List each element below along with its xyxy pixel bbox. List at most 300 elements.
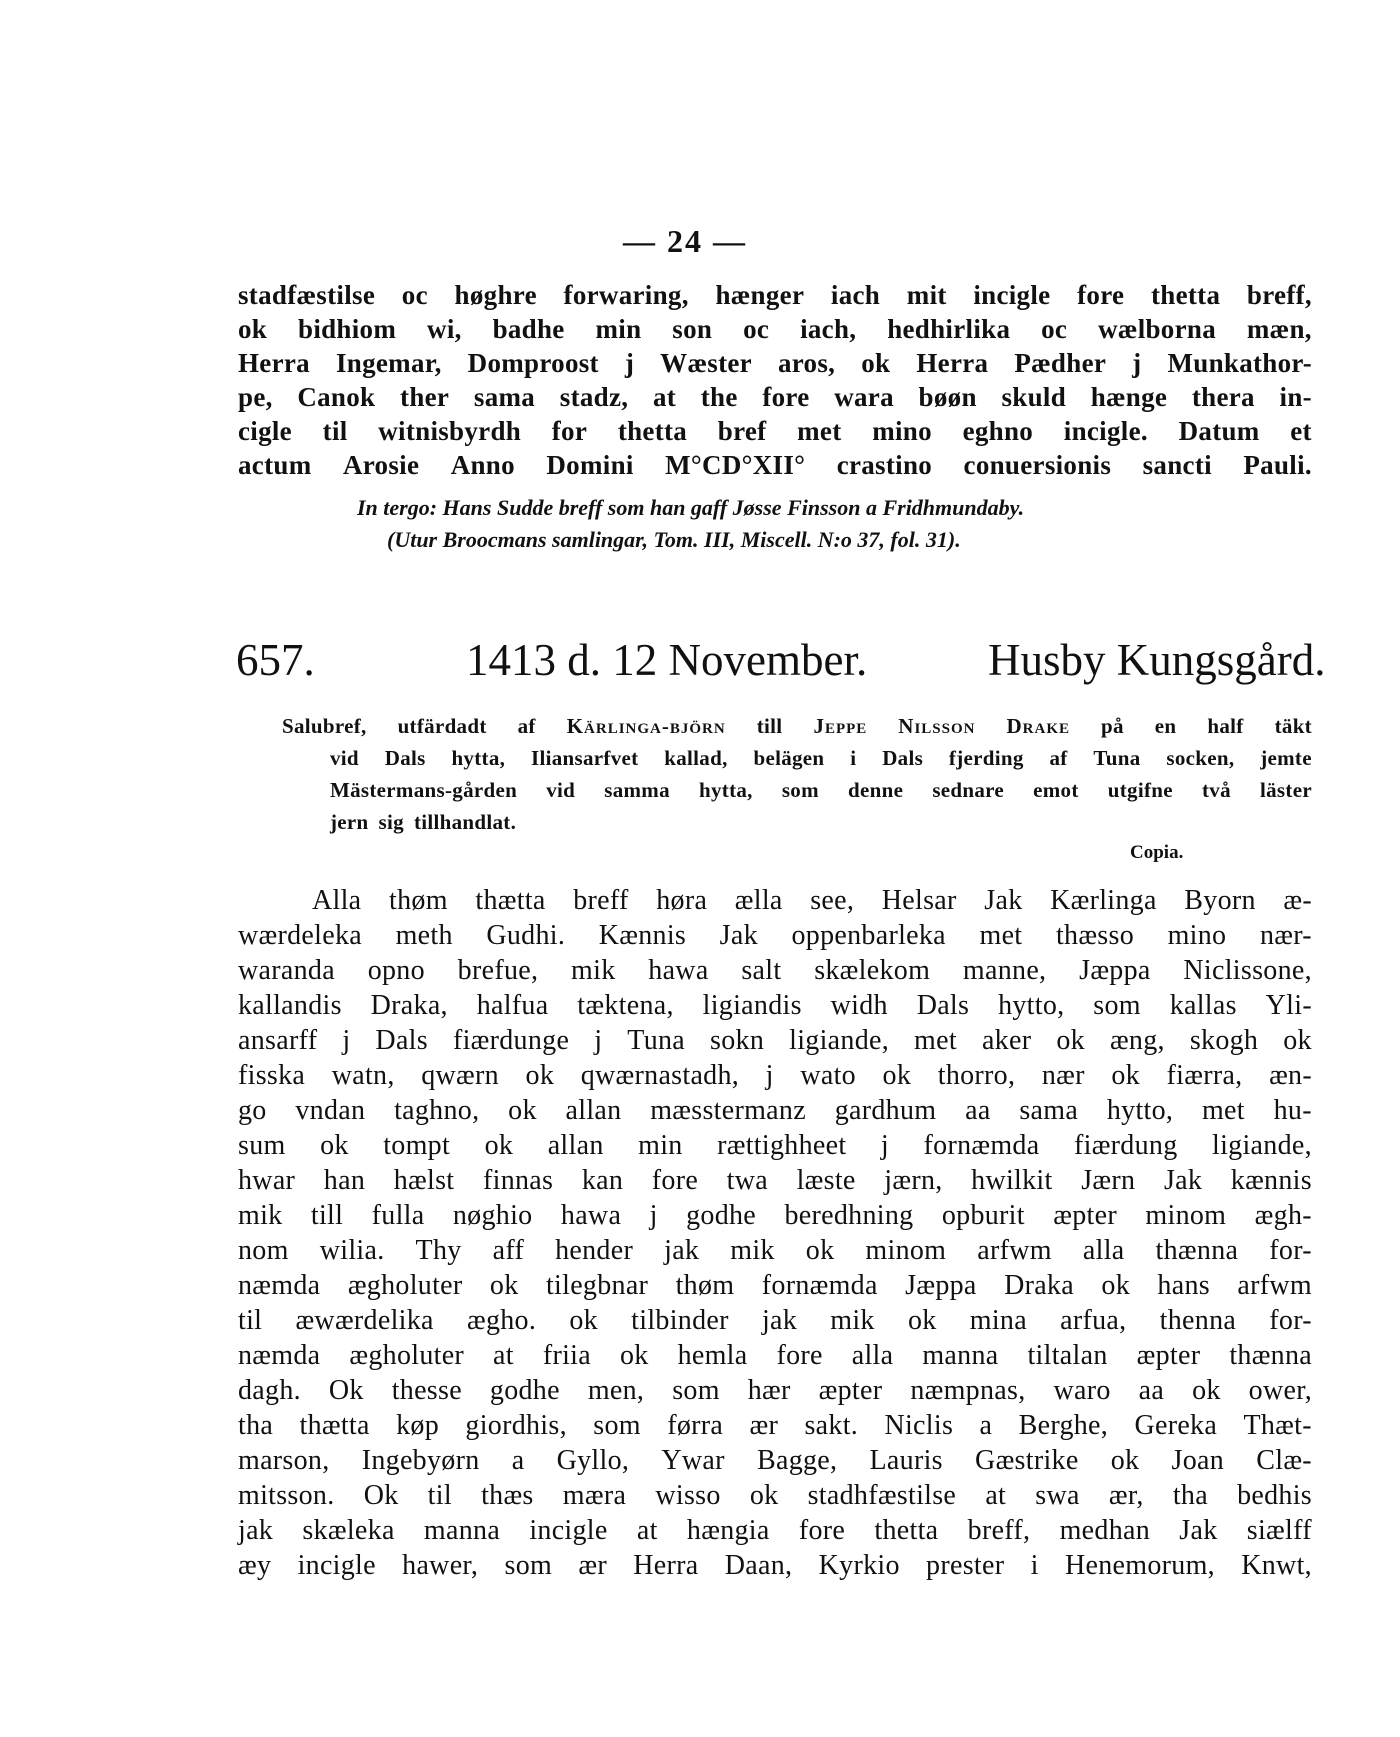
word: j <box>594 1025 603 1056</box>
word: æpter <box>818 1375 883 1406</box>
word: ok <box>1283 1025 1312 1056</box>
word: Dals <box>916 990 970 1021</box>
word: Iliansarfvet <box>531 746 639 770</box>
word: Bagge, <box>756 1445 838 1476</box>
word: men, <box>587 1375 645 1406</box>
word: witnisbyrdh <box>378 416 522 446</box>
word: hælst <box>393 1165 455 1196</box>
word: ok <box>619 1340 649 1371</box>
word: Jak <box>1163 1165 1203 1196</box>
word: hu- <box>1273 1095 1312 1126</box>
charter-line <box>238 1445 1312 1477</box>
word: läster <box>1260 778 1312 802</box>
word: skælekom <box>814 955 931 986</box>
word: fiærdunge <box>452 1025 570 1056</box>
word: hemla <box>677 1340 748 1371</box>
word: samma <box>604 778 670 802</box>
word: iach <box>830 280 881 310</box>
word: Kænnis <box>598 920 687 951</box>
word: æwærdelika <box>295 1305 434 1336</box>
word: høghre <box>454 280 537 310</box>
word: incigle <box>973 280 1051 310</box>
word: wara <box>834 382 894 412</box>
word: wærdeleka <box>238 920 362 951</box>
word: jemte <box>1260 746 1312 770</box>
word: vid <box>546 778 576 802</box>
word: som <box>781 778 819 802</box>
summary-line <box>330 778 1312 803</box>
word: widh <box>830 990 888 1021</box>
word: thøm <box>389 885 448 916</box>
word: actum <box>238 450 312 480</box>
word: jern <box>330 810 369 834</box>
word: Jak <box>984 885 1023 916</box>
word: ok <box>1056 1025 1085 1056</box>
word: twa <box>726 1165 768 1196</box>
word: et <box>1290 416 1312 446</box>
word: wisso <box>655 1480 721 1511</box>
word: alla <box>1082 1235 1125 1266</box>
word: jak <box>238 1515 274 1546</box>
word: Pauli. <box>1243 450 1312 480</box>
word: till <box>310 1200 344 1231</box>
source-note: (Utur Broocmans samlingar, Tom. III, Miscell. N:o 37, fol. 31). <box>387 527 961 552</box>
word: j <box>880 1130 890 1161</box>
word: halfua <box>476 990 549 1021</box>
word: kallas <box>1169 990 1237 1021</box>
word: thesse <box>391 1375 462 1406</box>
word: aa <box>1138 1375 1165 1406</box>
word: ægholuter <box>349 1340 465 1371</box>
word: fisska <box>238 1060 306 1091</box>
summary-line <box>330 810 1312 835</box>
summary-line <box>330 746 1312 771</box>
word: met <box>797 416 842 446</box>
word: i <box>1030 1550 1039 1581</box>
word: pe, <box>238 382 273 412</box>
word: mik <box>571 955 616 986</box>
word: beredhning <box>784 1200 914 1231</box>
word: at <box>985 1480 1007 1511</box>
word: hytto, <box>998 990 1065 1021</box>
word: næmda <box>238 1340 321 1371</box>
charter-line <box>238 1305 1312 1337</box>
word: stadhfæstilse <box>807 1480 957 1511</box>
word: sednare <box>932 778 1005 802</box>
charter-line <box>238 1060 1312 1092</box>
word: stadfæstilse <box>238 280 376 310</box>
word: høra <box>656 885 708 916</box>
word: aros, <box>777 348 836 378</box>
entry-date: 1413 d. 12 November. <box>466 635 868 685</box>
word: Canok <box>297 382 376 412</box>
word: Berghe, <box>1018 1410 1109 1441</box>
word: cigle <box>238 416 292 446</box>
word: køp <box>396 1410 440 1441</box>
word: waranda <box>238 955 335 986</box>
word: ansarff <box>238 1025 318 1056</box>
word: Jeppe <box>813 714 868 738</box>
word: badhe <box>492 314 565 344</box>
word: æpter <box>1136 1340 1201 1371</box>
word: Herra <box>916 348 989 378</box>
word: Helsar <box>881 885 957 916</box>
word: hængia <box>686 1515 770 1546</box>
word: hawa <box>560 1200 622 1231</box>
word: Kærlinga <box>1050 885 1157 916</box>
charter-line <box>238 1410 1312 1442</box>
word: som <box>593 1410 641 1441</box>
word: mik <box>730 1235 775 1266</box>
word: arfua, <box>1060 1305 1127 1336</box>
word: Tuna <box>627 1025 686 1056</box>
word: af <box>1049 746 1068 770</box>
word: rættighheet <box>717 1130 847 1161</box>
word: for <box>551 416 588 446</box>
word: som <box>504 1550 553 1581</box>
word: sum <box>238 1130 286 1161</box>
word: kan <box>581 1165 624 1196</box>
word: oc <box>401 280 428 310</box>
word: æng, <box>1109 1025 1165 1056</box>
word: conuersionis <box>963 450 1112 480</box>
word: godhe <box>489 1375 560 1406</box>
word: æ- <box>1283 885 1312 916</box>
word: qwærnastadh, <box>580 1060 740 1091</box>
word: en <box>1154 714 1177 738</box>
word: oc <box>1041 314 1068 344</box>
word: ligiande, <box>1212 1130 1312 1161</box>
word: ok <box>907 1305 937 1336</box>
word: minom <box>1145 1200 1227 1231</box>
word: Ok <box>328 1375 364 1406</box>
word: mit <box>906 280 947 310</box>
word: Joan <box>1171 1445 1225 1476</box>
word: mik <box>238 1200 283 1231</box>
word: mik <box>830 1305 875 1336</box>
word: waro <box>1053 1375 1111 1406</box>
word: Tuna <box>1093 746 1141 770</box>
word: sancti <box>1142 450 1212 480</box>
charter-line <box>238 920 1312 952</box>
word: ok <box>525 1060 555 1091</box>
word: at <box>636 1515 658 1546</box>
word: Niclissone, <box>1183 955 1312 986</box>
word: tæktena, <box>577 990 674 1021</box>
word: kallandis <box>238 990 342 1021</box>
word: in- <box>1279 382 1312 412</box>
word: ok <box>805 1235 835 1266</box>
word: Henemorum, <box>1064 1550 1215 1581</box>
word: Draka, <box>370 990 448 1021</box>
word: iach, <box>800 314 857 344</box>
word: arfwm <box>977 1235 1052 1266</box>
word: hænger <box>715 280 805 310</box>
word: Jærn <box>1081 1165 1136 1196</box>
word: næmda <box>238 1270 321 1301</box>
word: manne, <box>962 955 1047 986</box>
word: sama <box>1019 1095 1079 1126</box>
entry-heading <box>236 634 1326 694</box>
word: tha <box>238 1410 274 1441</box>
word: till <box>756 714 783 738</box>
word: opburit <box>941 1200 1025 1231</box>
word: Thæt- <box>1243 1410 1312 1441</box>
word: til <box>427 1480 452 1511</box>
word: som <box>672 1375 720 1406</box>
word: fore <box>776 1340 823 1371</box>
word: giordhis, <box>465 1410 567 1441</box>
word: prester <box>926 1550 1005 1581</box>
word: j <box>342 1025 351 1056</box>
word: fornæmda <box>923 1130 1040 1161</box>
word: watn, <box>331 1060 395 1091</box>
continuation-line <box>238 348 1312 379</box>
word: aa <box>965 1095 991 1126</box>
word: på <box>1101 714 1124 738</box>
word: incigle <box>529 1515 608 1546</box>
word: met <box>979 920 1023 951</box>
word: hænge <box>1090 382 1168 412</box>
word: vid <box>330 746 359 770</box>
word: go <box>238 1095 267 1126</box>
word: meth <box>395 920 453 951</box>
word: eghno <box>962 416 1034 446</box>
word: tilbinder <box>631 1305 729 1336</box>
word: ok <box>1111 1060 1140 1091</box>
word: Datum <box>1178 416 1260 446</box>
word: medhan <box>1059 1515 1151 1546</box>
word: nær- <box>1259 920 1312 951</box>
word: sama <box>473 382 536 412</box>
word: Arosie <box>342 450 420 480</box>
word: Jak <box>1179 1515 1218 1546</box>
word: æy <box>238 1550 272 1581</box>
word: min <box>595 314 642 344</box>
word: fulla <box>371 1200 425 1231</box>
word: oppenbarleka <box>791 920 946 951</box>
word: Gudhi. <box>486 920 566 951</box>
word: at <box>653 382 677 412</box>
word: Ywar <box>661 1445 725 1476</box>
word: Nilsson <box>898 714 976 738</box>
word: wælborna <box>1098 314 1217 344</box>
continuation-line <box>238 280 1312 311</box>
word: Drake <box>1006 714 1070 738</box>
word: ok <box>489 1270 519 1301</box>
charter-line <box>238 1025 1312 1057</box>
word: arfwm <box>1237 1270 1312 1301</box>
word: æn- <box>1269 1060 1312 1091</box>
word: hans <box>1157 1270 1210 1301</box>
word: wi, <box>427 314 462 344</box>
word: af <box>517 714 536 738</box>
word: bedhis <box>1237 1480 1312 1511</box>
word: manna <box>423 1515 501 1546</box>
copia-label: Copia. <box>1130 842 1184 863</box>
word: tiltalan <box>1027 1340 1108 1371</box>
word: nær <box>1041 1060 1085 1091</box>
word: Ok <box>363 1480 399 1511</box>
word: thetta <box>874 1515 939 1546</box>
word: ok <box>1110 1445 1140 1476</box>
word: ok <box>1192 1375 1221 1406</box>
word: ok <box>320 1130 349 1161</box>
word: opno <box>367 955 425 986</box>
word: j <box>765 1060 774 1091</box>
word: emot <box>1033 778 1079 802</box>
word: Domini <box>546 450 634 480</box>
word: hytto, <box>1106 1095 1174 1126</box>
word: hwilkit <box>971 1165 1053 1196</box>
word: aff <box>492 1235 525 1266</box>
word: fjerding <box>948 746 1024 770</box>
word: for- <box>1269 1305 1312 1336</box>
word: allan <box>565 1095 622 1126</box>
word: fore <box>1077 280 1125 310</box>
word: qwærn <box>421 1060 499 1091</box>
word: oc <box>743 314 770 344</box>
word: sakt. <box>804 1410 859 1441</box>
word: tompt <box>383 1130 451 1161</box>
word: ther <box>400 382 450 412</box>
word: hytta, <box>699 778 753 802</box>
word: crastino <box>836 450 933 480</box>
charter-line <box>238 1235 1312 1267</box>
word: hedhirlika <box>887 314 1011 344</box>
word: Niclis <box>884 1410 954 1441</box>
word: hender <box>555 1235 634 1266</box>
word: Gæstrike <box>975 1445 1079 1476</box>
word: Ingebyørn <box>361 1445 480 1476</box>
word: manna <box>922 1340 999 1371</box>
word: stadz, <box>559 382 629 412</box>
charter-line <box>238 1515 1312 1547</box>
word: ok <box>484 1130 514 1161</box>
word: allan <box>547 1130 604 1161</box>
charter-line <box>238 955 1312 987</box>
word: ælla <box>734 885 783 916</box>
continuation-line <box>238 416 1312 447</box>
word: incigle <box>297 1550 376 1581</box>
word: the <box>700 382 738 412</box>
word: incigle. <box>1063 416 1148 446</box>
word: thænna <box>1155 1235 1239 1266</box>
word: tilegbnar <box>545 1270 649 1301</box>
word: ægho. <box>466 1305 537 1336</box>
word: Knwt, <box>1241 1550 1312 1581</box>
word: vndan <box>295 1095 366 1126</box>
word: breff, <box>967 1515 1031 1546</box>
word: Draka <box>1004 1270 1074 1301</box>
word: alla <box>851 1340 894 1371</box>
word: jærn, <box>884 1165 943 1196</box>
word: thetta <box>617 416 688 446</box>
word: brefue, <box>457 955 539 986</box>
word: Domproost <box>467 348 599 378</box>
word: fore <box>798 1515 846 1546</box>
word: thenna <box>1159 1305 1237 1336</box>
word: breff <box>573 885 629 916</box>
word: Jæppa <box>1079 955 1151 986</box>
word: forwaring, <box>563 280 689 310</box>
word: Herra <box>633 1550 699 1581</box>
word: Alla <box>312 885 362 916</box>
word: tha <box>1172 1480 1208 1511</box>
word: ok <box>749 1480 779 1511</box>
word: Salubref, <box>282 714 367 738</box>
word: j <box>624 348 635 378</box>
word: Jak <box>719 920 758 951</box>
page-number: — 24 — <box>623 223 747 259</box>
word: æpter <box>1053 1200 1117 1231</box>
word: fiærra, <box>1166 1060 1243 1091</box>
word: ok <box>569 1305 598 1336</box>
word: två <box>1201 778 1231 802</box>
word: han <box>323 1165 366 1196</box>
charter-line <box>238 1340 1312 1372</box>
word: Daan, <box>724 1550 793 1581</box>
word: Munkathor- <box>1167 348 1312 378</box>
word: Wæster <box>660 348 752 378</box>
word: Clæ- <box>1256 1445 1312 1476</box>
word: thøm <box>675 1270 735 1301</box>
word: hawer, <box>402 1550 479 1581</box>
word: nom <box>238 1235 289 1266</box>
word: son <box>672 314 713 344</box>
charter-line <box>238 1270 1312 1302</box>
word: Mästermans-gården <box>330 778 518 802</box>
word: Dals <box>384 746 426 770</box>
word: som <box>1093 990 1141 1021</box>
word: friia <box>542 1340 591 1371</box>
word: salt <box>741 955 782 986</box>
word: ær <box>578 1550 607 1581</box>
word: thorro, <box>937 1060 1016 1091</box>
word: Thy <box>415 1235 462 1266</box>
word: thera <box>1191 382 1255 412</box>
word: kallad, <box>664 746 728 770</box>
word: aker <box>981 1025 1032 1056</box>
word: kænnis <box>1230 1165 1312 1196</box>
word: til <box>238 1305 263 1336</box>
word: sig <box>378 810 404 834</box>
word: Dals <box>375 1025 428 1056</box>
word: half <box>1207 714 1244 738</box>
word: Herra <box>238 348 310 378</box>
word: mino <box>872 416 932 446</box>
word: Kärlinga-björn <box>566 714 726 738</box>
word: læste <box>796 1165 856 1196</box>
word: min <box>638 1130 683 1161</box>
word: mæra <box>562 1480 627 1511</box>
entry-place: Husby Kungsgård. <box>988 635 1326 685</box>
word: ok <box>508 1095 537 1126</box>
word: thæs <box>481 1480 534 1511</box>
word: ligiande, <box>789 1025 890 1056</box>
word: skæleka <box>302 1515 395 1546</box>
word: Kyrkio <box>818 1550 900 1581</box>
continuation-line <box>238 450 1312 481</box>
word: Yli- <box>1265 990 1312 1021</box>
word: j <box>1132 348 1142 378</box>
word: gardhum <box>834 1095 937 1126</box>
word: Pædher <box>1014 348 1107 378</box>
word: Ingemar, <box>335 348 442 378</box>
word: thænna <box>1229 1340 1312 1371</box>
word: ægh- <box>1254 1200 1312 1231</box>
word: ok <box>861 348 891 378</box>
